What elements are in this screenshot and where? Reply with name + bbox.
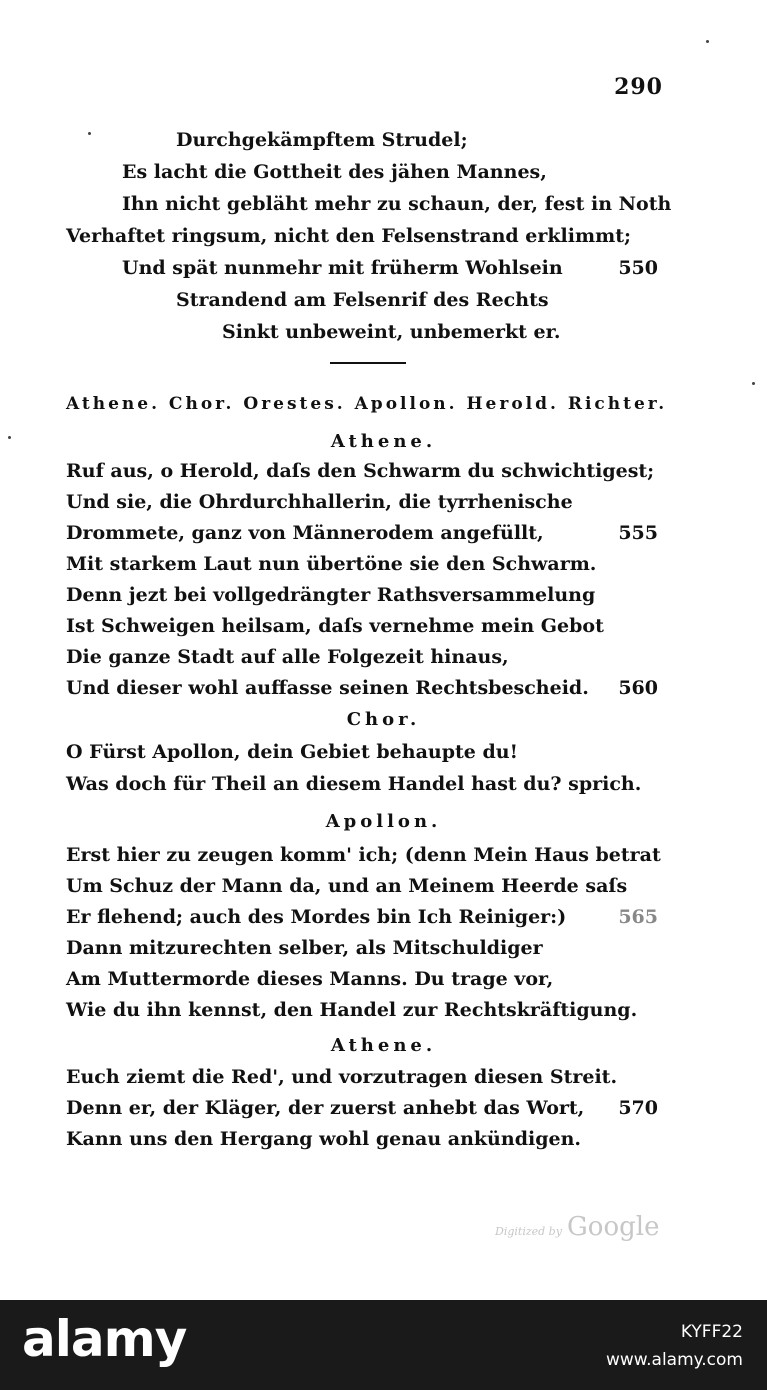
- verse-line: Euch ziemt die Red', und vorzutragen diesen Streit.: [66, 1066, 618, 1088]
- scan-speck: [8, 436, 11, 439]
- verse-line: Erst hier zu zeugen komm' ich; (denn Mein Haus betrat: [66, 844, 661, 866]
- line-number: 560: [618, 677, 658, 699]
- site-url: www.alamy.com: [605, 1350, 743, 1370]
- verse-line: Sinkt unbeweint, unbemerkt er.: [222, 321, 561, 343]
- verse-line: Drommete, ganz von Männerodem angefüllt,: [66, 522, 544, 544]
- speaker-heading: Chor.: [346, 709, 421, 730]
- line-number: 550: [618, 257, 658, 279]
- verse-line: Dann mitzurechten selber, als Mitschuldiger: [66, 937, 543, 959]
- verse-line: Wie du ihn kennst, den Handel zur Rechtskräftigung.: [66, 999, 638, 1021]
- line-number: 570: [618, 1097, 658, 1119]
- scan-speck: [706, 40, 709, 43]
- verse-line: Mit starkem Laut nun übertöne sie den Schwarm.: [66, 553, 597, 575]
- speaker-heading: Apollon.: [325, 811, 442, 832]
- page-number: 290: [614, 74, 663, 100]
- scan-speck: [88, 132, 91, 135]
- watermark-logo: Google: [567, 1212, 660, 1242]
- speaker-heading: Athene.: [330, 1035, 437, 1056]
- verse-line: Verhaftet ringsum, nicht den Felsenstrand erklimmt;: [66, 225, 631, 247]
- verse-line: Ist Schweigen heilsam, daſs vernehme mein Gebot: [66, 615, 604, 637]
- alamy-logo: alamy: [22, 1310, 187, 1368]
- line-number: 565: [618, 906, 658, 928]
- line-number: 555: [618, 522, 658, 544]
- verse-line: Er flehend; auch des Mordes bin Ich Reiniger:): [66, 906, 567, 928]
- stock-footer-bar: [0, 1300, 767, 1390]
- cast-list: Athene. Chor. Orestes. Apollon. Herold. Richter.: [66, 394, 668, 414]
- verse-line: Was doch für Theil an diesem Handel hast du? sprich.: [66, 773, 642, 795]
- google-watermark: [495, 1212, 659, 1242]
- verse-line: Am Muttermorde dieses Manns. Du trage vor,: [66, 968, 554, 990]
- image-id: KYFF22: [680, 1322, 743, 1342]
- watermark-prefix: Digitized by: [495, 1225, 562, 1238]
- verse-line: Es lacht die Gottheit des jähen Mannes,: [122, 161, 547, 183]
- verse-line: Denn er, der Kläger, der zuerst anhebt das Wort,: [66, 1097, 585, 1119]
- verse-line: Strandend am Felsenrif des Rechts: [176, 289, 549, 311]
- verse-line: Durchgekämpftem Strudel;: [176, 129, 468, 151]
- verse-line: Die ganze Stadt auf alle Folgezeit hinaus,: [66, 646, 509, 668]
- verse-line: O Fürst Apollon, dein Gebiet behaupte du!: [66, 741, 518, 763]
- verse-line: Denn jezt bei vollgedrängter Rathsversammelung: [66, 584, 596, 606]
- verse-line: Und spät nunmehr mit früherm Wohlsein: [122, 257, 563, 279]
- speaker-heading: Athene.: [330, 431, 437, 452]
- verse-line: Kann uns den Hergang wohl genau ankündigen.: [66, 1128, 581, 1150]
- verse-line: Ihn nicht gebläht mehr zu schaun, der, fest in Noth: [122, 193, 672, 215]
- verse-line: Und dieser wohl auffasse seinen Rechtsbescheid.: [66, 677, 589, 699]
- verse-line: Um Schuz der Mann da, und an Meinem Heerde saſs: [66, 875, 628, 897]
- scan-speck: [752, 382, 755, 385]
- verse-line: Und sie, die Ohrdurchhallerin, die tyrrhenische: [66, 491, 573, 513]
- section-divider: [330, 362, 406, 364]
- verse-line: Ruf aus, o Herold, daſs den Schwarm du schwichtigest;: [66, 460, 655, 482]
